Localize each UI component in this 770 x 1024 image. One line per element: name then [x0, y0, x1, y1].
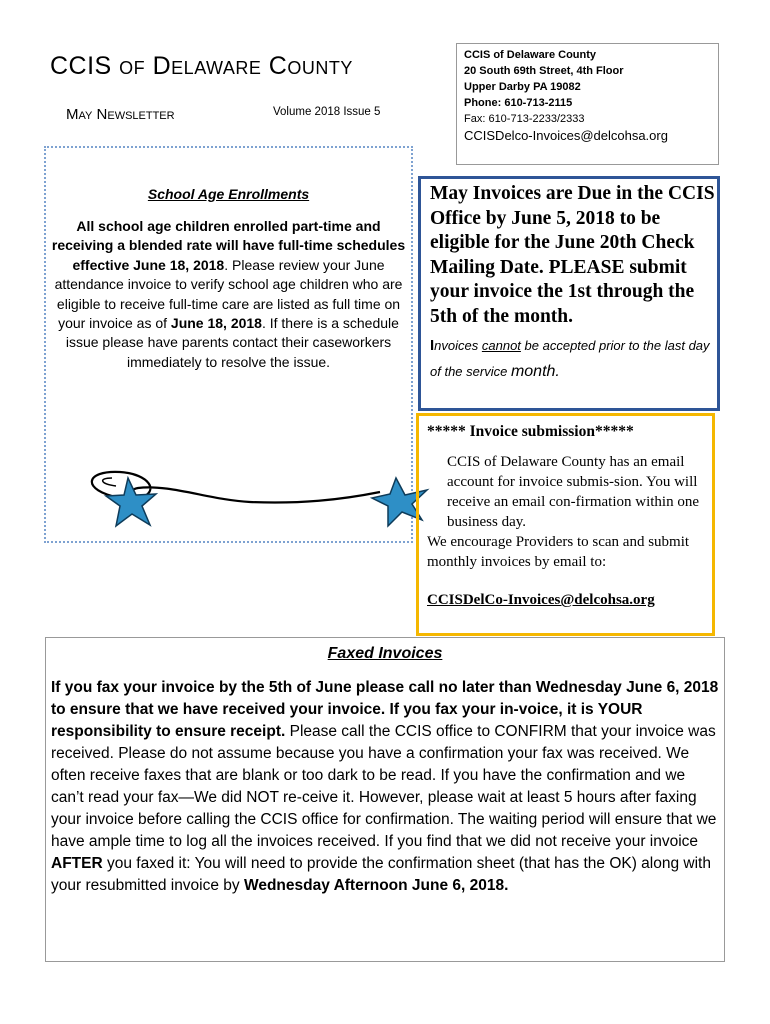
invoice-due-notice — [418, 176, 720, 411]
contact-box — [456, 43, 719, 165]
school-age-text2: . If there is a schedule issue please have parents contact their caseworkers immediately to resolve the issue. — [65, 315, 399, 370]
faxed-deadline: Wednesday Afternoon June 6, 2018. — [243, 877, 509, 894]
faxed-invoices-body — [51, 677, 720, 897]
contact-address-line2: Upper Darby PA 19082 — [464, 81, 581, 93]
due-note-month: month. — [510, 363, 560, 380]
school-age-body — [48, 217, 409, 372]
swirl-line-inner — [103, 478, 116, 486]
due-notice-heading: May Invoices are Due in the CCIS Office by June 5, 2018 to be eligible for the June 20th Check Mailing Date. PLEASE submit your invoice the 1st through the 5th of the month. — [430, 183, 715, 327]
newsletter-issue-name: May Newsletter — [66, 106, 175, 123]
swirl-stars-decoration — [80, 440, 445, 540]
faxed-after: AFTER — [51, 855, 103, 872]
school-age-title: School Age Enrollments — [147, 186, 310, 202]
faxed-invoices-title: Faxed Invoices — [327, 645, 443, 662]
contact-address-line1: 20 South 69th Street, 4th Floor — [464, 65, 624, 77]
due-notice-note — [430, 333, 717, 385]
invoice-submission-para2: We encourage Providers to scan and submit monthly invoices by email to: — [427, 534, 690, 570]
invoice-submission-heading: ***** Invoice submission***** — [427, 423, 634, 440]
contact-email: CCISDelco-Invoices@delcohsa.org — [464, 128, 668, 143]
invoice-submission-box — [416, 413, 715, 636]
school-age-text1: . Please review your June attendance invoice to verify school age children who are eligible to receive full-time care are listed as full time on your invoice as of — [54, 256, 403, 332]
due-note-cap: I — [430, 337, 435, 354]
contact-phone: Phone: 610-713-2115 — [464, 97, 573, 109]
newsletter-title: CCIS of Delaware County — [50, 52, 353, 80]
invoice-submission-email-link[interactable]: CCISDelCo-Invoices@delcohsa.org — [427, 592, 655, 608]
contact-name: CCIS of Delaware County — [464, 49, 597, 61]
due-note-cannot: cannot — [481, 338, 521, 353]
volume-label: Volume 2018 Issue 5 — [273, 106, 381, 118]
due-note-b: be accepted prior to the last day of the service — [430, 338, 710, 379]
faxed-text1: Please call the CCIS office to CONFIRM that your invoice was received. Please do not assume because you have a confirmation your fax was received. We often receive faxes that are blank or too dark to be read. If you have the confirmation and we can’t read your fax—We did NOT re-ceive it. However, please wait at least 5 hours after faxing your invoice before calling the CCIS office for confirmation. The waiting period will ensure that we have ample time to log all the invoices received. If you find that we did not receive your invoice — [51, 723, 717, 850]
invoice-submission-para1: CCIS of Delaware County has an email account for invoice submis-sion. You will receive an email con-firmation within one business day. — [447, 454, 699, 530]
school-age-bold-intro: All school age children enrolled part-time and receiving a blended rate will have full-time schedules effective June 18, 2018 — [51, 218, 406, 273]
faxed-bold-intro: If you fax your invoice by the 5th of June please call no later than Wednesday June 6, 2018 to ensure that we have received your invoice. If you fax your in-voice, it is YOUR responsibility to ensure receipt. — [51, 679, 719, 740]
school-age-date: June 18, 2018 — [170, 315, 262, 332]
faxed-text2: you faxed it: You will need to provide the confirmation sheet (that has the OK) along with your resubmitted invoice by — [51, 855, 711, 894]
due-note-a: nvoices — [434, 338, 482, 353]
contact-fax: Fax: 610-713-2233/2333 — [464, 113, 585, 125]
